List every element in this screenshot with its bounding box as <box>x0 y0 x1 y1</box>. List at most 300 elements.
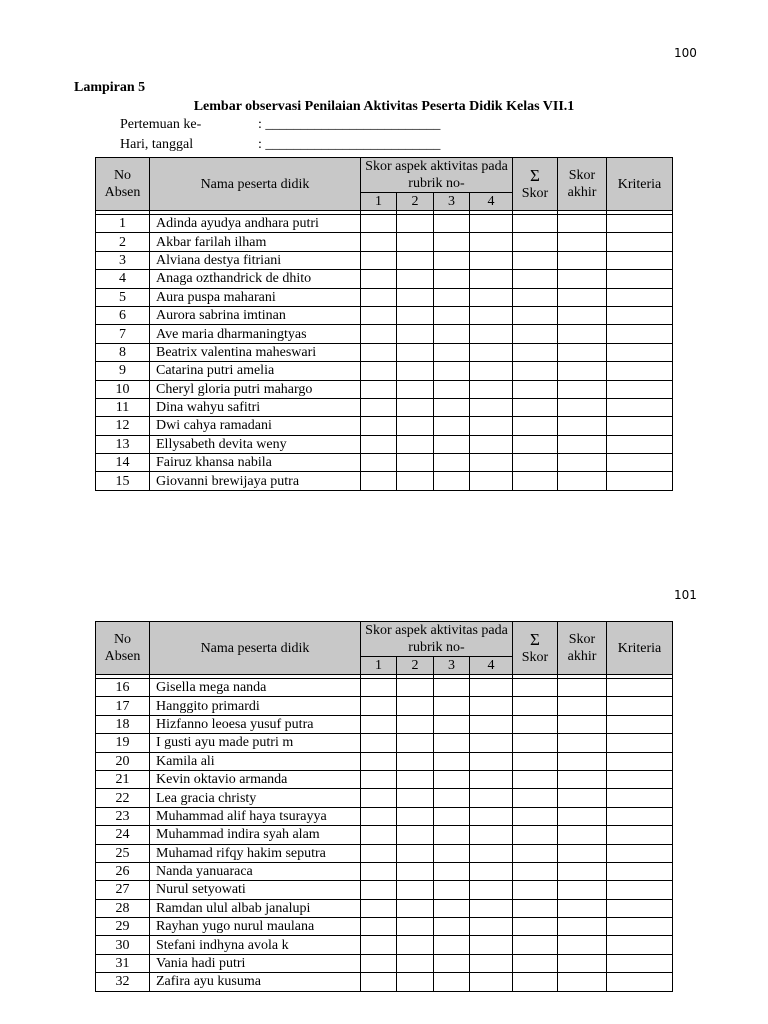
student-number: 9 <box>96 362 150 380</box>
table-row <box>96 936 673 954</box>
score-rubrik-2-cell[interactable] <box>397 288 434 306</box>
score-criteria-cell[interactable] <box>607 973 673 991</box>
score-rubrik-1-cell[interactable] <box>361 343 397 361</box>
student-number: 27 <box>96 881 150 899</box>
score-criteria-cell[interactable] <box>607 325 673 343</box>
score-rubrik-4-cell[interactable] <box>470 398 513 416</box>
table-row <box>96 343 673 361</box>
header-no-absen: No Absen <box>96 158 150 211</box>
score-rubrik-2-cell[interactable] <box>397 215 434 233</box>
score-rubrik-3-cell[interactable] <box>434 362 470 380</box>
header-sigma-skor <box>513 158 558 211</box>
student-number: 14 <box>96 454 150 472</box>
score-criteria-cell[interactable] <box>607 343 673 361</box>
score-rubrik-3-cell[interactable] <box>434 715 470 733</box>
score-final-cell[interactable] <box>558 270 607 288</box>
score-criteria-cell[interactable] <box>607 288 673 306</box>
score-rubrik-4-cell[interactable] <box>470 936 513 954</box>
student-number: 15 <box>96 472 150 490</box>
student-number: 4 <box>96 270 150 288</box>
score-rubrik-1-cell[interactable] <box>361 270 397 288</box>
score-rubrik-3-cell[interactable] <box>434 679 470 697</box>
score-rubrik-4-cell[interactable] <box>470 251 513 269</box>
score-rubrik-3-cell[interactable] <box>434 435 470 453</box>
score-criteria-cell[interactable] <box>607 362 673 380</box>
score-rubrik-2-cell[interactable] <box>397 807 434 825</box>
header-nama: Nama peserta didik <box>150 622 361 675</box>
score-rubrik-3-cell[interactable] <box>434 918 470 936</box>
student-name: Aura puspa maharani <box>150 288 361 306</box>
score-rubrik-2-cell[interactable] <box>397 881 434 899</box>
score-rubrik-2-cell[interactable] <box>397 679 434 697</box>
score-rubrik-1-cell[interactable] <box>361 918 397 936</box>
score-rubrik-3-cell[interactable] <box>434 343 470 361</box>
score-rubrik-4-cell[interactable] <box>470 715 513 733</box>
score-final-cell[interactable] <box>558 251 607 269</box>
header-rubrik-4: 4 <box>470 657 513 675</box>
sigma-sub-label: Skor <box>521 185 549 201</box>
student-number: 1 <box>96 215 150 233</box>
score-sigma-cell[interactable] <box>513 288 558 306</box>
score-rubrik-1-cell[interactable] <box>361 770 397 788</box>
score-final-cell[interactable] <box>558 398 607 416</box>
sigma-sub-label: Skor <box>521 649 549 665</box>
score-rubrik-4-cell[interactable] <box>470 215 513 233</box>
score-sigma-cell[interactable] <box>513 215 558 233</box>
score-rubrik-3-cell[interactable] <box>434 734 470 752</box>
score-rubrik-3-cell[interactable] <box>434 288 470 306</box>
score-final-cell[interactable] <box>558 472 607 490</box>
score-rubrik-2-cell[interactable] <box>397 362 434 380</box>
student-name: Rayhan yugo nurul maulana <box>150 918 361 936</box>
score-rubrik-4-cell[interactable] <box>470 472 513 490</box>
score-rubrik-3-cell[interactable] <box>434 936 470 954</box>
score-sigma-cell[interactable] <box>513 472 558 490</box>
score-final-cell[interactable] <box>558 380 607 398</box>
score-rubrik-2-cell[interactable] <box>397 918 434 936</box>
table-row <box>96 715 673 733</box>
score-sigma-cell[interactable] <box>513 697 558 715</box>
score-sigma-cell[interactable] <box>513 844 558 862</box>
student-number: 22 <box>96 789 150 807</box>
score-rubrik-1-cell[interactable] <box>361 251 397 269</box>
score-rubrik-3-cell[interactable] <box>434 881 470 899</box>
score-sigma-cell[interactable] <box>513 936 558 954</box>
score-rubrik-3-cell[interactable] <box>434 954 470 972</box>
student-number: 10 <box>96 380 150 398</box>
score-final-cell[interactable] <box>558 679 607 697</box>
score-rubrik-4-cell[interactable] <box>470 752 513 770</box>
score-rubrik-1-cell[interactable] <box>361 398 397 416</box>
student-number: 23 <box>96 807 150 825</box>
score-sigma-cell[interactable] <box>513 881 558 899</box>
score-final-cell[interactable] <box>558 936 607 954</box>
score-rubrik-4-cell[interactable] <box>470 697 513 715</box>
score-rubrik-1-cell[interactable] <box>361 679 397 697</box>
score-final-cell[interactable] <box>558 697 607 715</box>
score-rubrik-3-cell[interactable] <box>434 233 470 251</box>
score-rubrik-4-cell[interactable] <box>470 325 513 343</box>
table-row <box>96 270 673 288</box>
score-rubrik-2-cell[interactable] <box>397 454 434 472</box>
score-rubrik-3-cell[interactable] <box>434 844 470 862</box>
score-criteria-cell[interactable] <box>607 417 673 435</box>
score-criteria-cell[interactable] <box>607 954 673 972</box>
score-rubrik-2-cell[interactable] <box>397 844 434 862</box>
score-criteria-cell[interactable] <box>607 454 673 472</box>
student-name: Hizfanno leoesa yusuf putra <box>150 715 361 733</box>
score-final-cell[interactable] <box>558 325 607 343</box>
score-rubrik-1-cell[interactable] <box>361 807 397 825</box>
header-rubrik-4: 4 <box>470 193 513 211</box>
score-final-cell[interactable] <box>558 918 607 936</box>
score-rubrik-3-cell[interactable] <box>434 325 470 343</box>
student-number: 20 <box>96 752 150 770</box>
score-rubrik-1-cell[interactable] <box>361 844 397 862</box>
score-rubrik-4-cell[interactable] <box>470 270 513 288</box>
score-final-cell[interactable] <box>558 362 607 380</box>
score-final-cell[interactable] <box>558 417 607 435</box>
score-rubrik-3-cell[interactable] <box>434 472 470 490</box>
score-criteria-cell[interactable] <box>607 789 673 807</box>
score-rubrik-1-cell[interactable] <box>361 715 397 733</box>
score-criteria-cell[interactable] <box>607 715 673 733</box>
student-name: Anaga ozthandrick de dhito <box>150 270 361 288</box>
score-final-cell[interactable] <box>558 954 607 972</box>
student-number: 16 <box>96 679 150 697</box>
score-rubrik-1-cell[interactable] <box>361 899 397 917</box>
score-rubrik-2-cell[interactable] <box>397 734 434 752</box>
score-final-cell[interactable] <box>558 770 607 788</box>
score-final-cell[interactable] <box>558 435 607 453</box>
score-sigma-cell[interactable] <box>513 899 558 917</box>
score-rubrik-2-cell[interactable] <box>397 899 434 917</box>
appendix-label: Lampiran 5 <box>74 80 146 95</box>
student-name: Akbar farilah ilham <box>150 233 361 251</box>
score-rubrik-3-cell[interactable] <box>434 306 470 324</box>
score-final-cell[interactable] <box>558 215 607 233</box>
student-name: Lea gracia christy <box>150 789 361 807</box>
score-rubrik-4-cell[interactable] <box>470 362 513 380</box>
score-rubrik-2-cell[interactable] <box>397 697 434 715</box>
student-name: Muhammad indira syah alam <box>150 826 361 844</box>
header-rubrik-3: 3 <box>434 193 470 211</box>
student-number: 3 <box>96 251 150 269</box>
score-rubrik-3-cell[interactable] <box>434 826 470 844</box>
score-criteria-cell[interactable] <box>607 306 673 324</box>
score-sigma-cell[interactable] <box>513 770 558 788</box>
score-rubrik-2-cell[interactable] <box>397 770 434 788</box>
score-rubrik-2-cell[interactable] <box>397 954 434 972</box>
score-final-cell[interactable] <box>558 233 607 251</box>
table-row <box>96 807 673 825</box>
score-rubrik-1-cell[interactable] <box>361 362 397 380</box>
score-rubrik-1-cell[interactable] <box>361 734 397 752</box>
table-row <box>96 881 673 899</box>
score-final-cell[interactable] <box>558 973 607 991</box>
score-final-cell[interactable] <box>558 899 607 917</box>
table-row <box>96 973 673 991</box>
score-rubrik-4-cell[interactable] <box>470 973 513 991</box>
score-rubrik-2-cell[interactable] <box>397 398 434 416</box>
score-rubrik-4-cell[interactable] <box>470 862 513 880</box>
score-rubrik-4-cell[interactable] <box>470 734 513 752</box>
score-rubrik-3-cell[interactable] <box>434 380 470 398</box>
score-sigma-cell[interactable] <box>513 454 558 472</box>
score-rubrik-4-cell[interactable] <box>470 881 513 899</box>
student-number: 21 <box>96 770 150 788</box>
score-rubrik-2-cell[interactable] <box>397 715 434 733</box>
student-name: Gisella mega nanda <box>150 679 361 697</box>
header-rubrik-3: 3 <box>434 657 470 675</box>
table-row <box>96 789 673 807</box>
score-criteria-cell[interactable] <box>607 881 673 899</box>
student-number: 30 <box>96 936 150 954</box>
score-rubrik-2-cell[interactable] <box>397 435 434 453</box>
score-rubrik-3-cell[interactable] <box>434 807 470 825</box>
score-sigma-cell[interactable] <box>513 380 558 398</box>
score-criteria-cell[interactable] <box>607 807 673 825</box>
score-rubrik-2-cell[interactable] <box>397 380 434 398</box>
header-rubrik-2: 2 <box>397 193 434 211</box>
score-rubrik-1-cell[interactable] <box>361 936 397 954</box>
score-criteria-cell[interactable] <box>607 752 673 770</box>
score-sigma-cell[interactable] <box>513 417 558 435</box>
score-rubrik-4-cell[interactable] <box>470 918 513 936</box>
header-skor-akhir: Skor akhir <box>558 622 607 675</box>
score-rubrik-4-cell[interactable] <box>470 807 513 825</box>
score-rubrik-2-cell[interactable] <box>397 251 434 269</box>
score-criteria-cell[interactable] <box>607 697 673 715</box>
score-final-cell[interactable] <box>558 288 607 306</box>
student-name: Muhamad rifqy hakim seputra <box>150 844 361 862</box>
score-rubrik-1-cell[interactable] <box>361 973 397 991</box>
score-final-cell[interactable] <box>558 752 607 770</box>
score-rubrik-1-cell[interactable] <box>361 697 397 715</box>
score-rubrik-3-cell[interactable] <box>434 417 470 435</box>
score-rubrik-1-cell[interactable] <box>361 435 397 453</box>
score-rubrik-2-cell[interactable] <box>397 789 434 807</box>
score-rubrik-3-cell[interactable] <box>434 697 470 715</box>
score-rubrik-3-cell[interactable] <box>434 270 470 288</box>
score-sigma-cell[interactable] <box>513 343 558 361</box>
score-rubrik-2-cell[interactable] <box>397 325 434 343</box>
student-name: Stefani indhyna avola k <box>150 936 361 954</box>
score-rubrik-4-cell[interactable] <box>470 770 513 788</box>
student-name: Cheryl gloria putri mahargo <box>150 380 361 398</box>
sigma-symbol: Σ <box>530 165 540 185</box>
score-rubrik-1-cell[interactable] <box>361 954 397 972</box>
score-criteria-cell[interactable] <box>607 679 673 697</box>
score-criteria-cell[interactable] <box>607 936 673 954</box>
score-sigma-cell[interactable] <box>513 270 558 288</box>
score-rubrik-2-cell[interactable] <box>397 343 434 361</box>
score-final-cell[interactable] <box>558 343 607 361</box>
score-final-cell[interactable] <box>558 306 607 324</box>
meeting-value-line: : _________________________ <box>258 117 441 132</box>
score-criteria-cell[interactable] <box>607 270 673 288</box>
score-rubrik-4-cell[interactable] <box>470 435 513 453</box>
score-final-cell[interactable] <box>558 734 607 752</box>
score-sigma-cell[interactable] <box>513 306 558 324</box>
score-rubrik-1-cell[interactable] <box>361 454 397 472</box>
score-criteria-cell[interactable] <box>607 770 673 788</box>
score-rubrik-1-cell[interactable] <box>361 288 397 306</box>
score-rubrik-4-cell[interactable] <box>470 380 513 398</box>
score-final-cell[interactable] <box>558 862 607 880</box>
score-sigma-cell[interactable] <box>513 973 558 991</box>
score-rubrik-3-cell[interactable] <box>434 973 470 991</box>
score-criteria-cell[interactable] <box>607 862 673 880</box>
page-number: 100 <box>674 46 697 60</box>
table-row <box>96 734 673 752</box>
score-rubrik-4-cell[interactable] <box>470 826 513 844</box>
score-rubrik-2-cell[interactable] <box>397 752 434 770</box>
score-final-cell[interactable] <box>558 715 607 733</box>
score-sigma-cell[interactable] <box>513 715 558 733</box>
score-rubrik-2-cell[interactable] <box>397 417 434 435</box>
score-rubrik-4-cell[interactable] <box>470 417 513 435</box>
score-criteria-cell[interactable] <box>607 826 673 844</box>
observation-table-1 <box>95 157 673 491</box>
table-row <box>96 251 673 269</box>
score-rubrik-1-cell[interactable] <box>361 862 397 880</box>
score-sigma-cell[interactable] <box>513 862 558 880</box>
score-rubrik-2-cell[interactable] <box>397 936 434 954</box>
score-rubrik-2-cell[interactable] <box>397 973 434 991</box>
score-rubrik-4-cell[interactable] <box>470 679 513 697</box>
score-rubrik-1-cell[interactable] <box>361 325 397 343</box>
score-rubrik-4-cell[interactable] <box>470 288 513 306</box>
student-name: Catarina putri amelia <box>150 362 361 380</box>
score-rubrik-2-cell[interactable] <box>397 270 434 288</box>
table-row <box>96 472 673 490</box>
table-row <box>96 697 673 715</box>
student-name: Ramdan ulul albab janalupi <box>150 899 361 917</box>
score-rubrik-2-cell[interactable] <box>397 233 434 251</box>
score-sigma-cell[interactable] <box>513 233 558 251</box>
student-number: 7 <box>96 325 150 343</box>
score-rubrik-1-cell[interactable] <box>361 233 397 251</box>
score-criteria-cell[interactable] <box>607 251 673 269</box>
student-name: Nurul setyowati <box>150 881 361 899</box>
score-rubrik-3-cell[interactable] <box>434 398 470 416</box>
score-rubrik-2-cell[interactable] <box>397 826 434 844</box>
score-rubrik-4-cell[interactable] <box>470 454 513 472</box>
table-row <box>96 325 673 343</box>
score-rubrik-2-cell[interactable] <box>397 472 434 490</box>
score-final-cell[interactable] <box>558 454 607 472</box>
score-rubrik-3-cell[interactable] <box>434 899 470 917</box>
score-final-cell[interactable] <box>558 789 607 807</box>
score-sigma-cell[interactable] <box>513 789 558 807</box>
score-rubrik-1-cell[interactable] <box>361 472 397 490</box>
score-rubrik-4-cell[interactable] <box>470 789 513 807</box>
score-criteria-cell[interactable] <box>607 398 673 416</box>
score-sigma-cell[interactable] <box>513 362 558 380</box>
score-criteria-cell[interactable] <box>607 435 673 453</box>
score-rubrik-3-cell[interactable] <box>434 862 470 880</box>
score-rubrik-1-cell[interactable] <box>361 306 397 324</box>
score-criteria-cell[interactable] <box>607 215 673 233</box>
score-rubrik-3-cell[interactable] <box>434 752 470 770</box>
score-final-cell[interactable] <box>558 807 607 825</box>
table-row <box>96 417 673 435</box>
score-criteria-cell[interactable] <box>607 918 673 936</box>
score-final-cell[interactable] <box>558 881 607 899</box>
score-rubrik-1-cell[interactable] <box>361 215 397 233</box>
score-rubrik-1-cell[interactable] <box>361 380 397 398</box>
score-rubrik-4-cell[interactable] <box>470 899 513 917</box>
student-name: Dwi cahya ramadani <box>150 417 361 435</box>
table-row <box>96 862 673 880</box>
score-sigma-cell[interactable] <box>513 918 558 936</box>
score-rubrik-4-cell[interactable] <box>470 306 513 324</box>
score-criteria-cell[interactable] <box>607 899 673 917</box>
score-rubrik-1-cell[interactable] <box>361 789 397 807</box>
score-criteria-cell[interactable] <box>607 472 673 490</box>
score-sigma-cell[interactable] <box>513 398 558 416</box>
score-rubrik-3-cell[interactable] <box>434 789 470 807</box>
score-criteria-cell[interactable] <box>607 233 673 251</box>
score-sigma-cell[interactable] <box>513 807 558 825</box>
score-criteria-cell[interactable] <box>607 734 673 752</box>
score-sigma-cell[interactable] <box>513 734 558 752</box>
score-rubrik-1-cell[interactable] <box>361 881 397 899</box>
score-sigma-cell[interactable] <box>513 954 558 972</box>
score-sigma-cell[interactable] <box>513 679 558 697</box>
score-rubrik-4-cell[interactable] <box>470 343 513 361</box>
student-name: Muhammad alif haya tsurayya <box>150 807 361 825</box>
score-rubrik-1-cell[interactable] <box>361 417 397 435</box>
score-rubrik-2-cell[interactable] <box>397 862 434 880</box>
student-number: 8 <box>96 343 150 361</box>
score-criteria-cell[interactable] <box>607 380 673 398</box>
score-sigma-cell[interactable] <box>513 435 558 453</box>
student-number: 12 <box>96 417 150 435</box>
score-rubrik-3-cell[interactable] <box>434 454 470 472</box>
score-rubrik-3-cell[interactable] <box>434 251 470 269</box>
score-rubrik-3-cell[interactable] <box>434 215 470 233</box>
table-row <box>96 899 673 917</box>
score-final-cell[interactable] <box>558 826 607 844</box>
header-skor-aspek: Skor aspek aktivitas pada rubrik no- <box>361 158 513 193</box>
student-number: 26 <box>96 862 150 880</box>
student-number: 13 <box>96 435 150 453</box>
score-rubrik-2-cell[interactable] <box>397 306 434 324</box>
score-rubrik-4-cell[interactable] <box>470 954 513 972</box>
score-sigma-cell[interactable] <box>513 826 558 844</box>
score-rubrik-1-cell[interactable] <box>361 752 397 770</box>
student-name: Giovanni brewijaya putra <box>150 472 361 490</box>
table-row <box>96 954 673 972</box>
student-name: Adinda ayudya andhara putri <box>150 215 361 233</box>
score-sigma-cell[interactable] <box>513 325 558 343</box>
score-sigma-cell[interactable] <box>513 251 558 269</box>
score-rubrik-3-cell[interactable] <box>434 770 470 788</box>
score-criteria-cell[interactable] <box>607 844 673 862</box>
score-rubrik-1-cell[interactable] <box>361 826 397 844</box>
score-sigma-cell[interactable] <box>513 752 558 770</box>
score-rubrik-4-cell[interactable] <box>470 233 513 251</box>
score-rubrik-4-cell[interactable] <box>470 844 513 862</box>
score-final-cell[interactable] <box>558 844 607 862</box>
date-label: Hari, tanggal <box>120 137 194 152</box>
table-row <box>96 398 673 416</box>
meeting-label: Pertemuan ke- <box>120 117 202 132</box>
header-nama: Nama peserta didik <box>150 158 361 211</box>
sigma-symbol: Σ <box>530 629 540 649</box>
